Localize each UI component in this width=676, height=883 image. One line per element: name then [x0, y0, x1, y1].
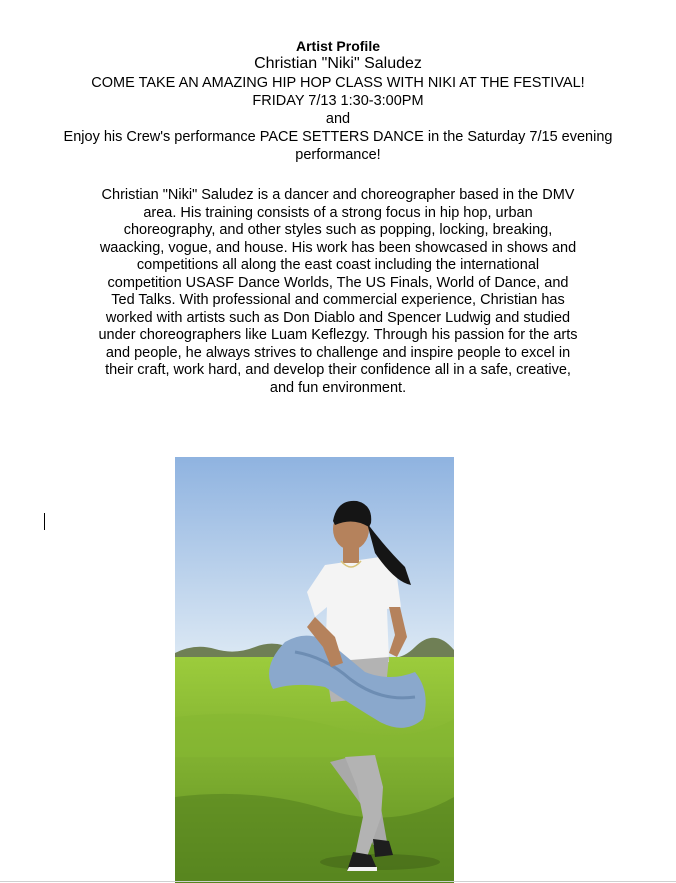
class-time: FRIDAY 7/13 1:30-3:00PM	[252, 93, 424, 109]
connector-text: and	[325, 111, 351, 127]
artist-name: Christian "Niki" Saludez	[254, 55, 422, 72]
performance-note: Enjoy his Crew's performance PACE SETTERS DANCE in the Saturday 7/15 evening performance!	[63, 129, 613, 163]
page-bottom-rule	[0, 881, 676, 882]
class-announcement: COME TAKE AN AMAZING HIP HOP CLASS WITH NIKI AT THE FESTIVAL!	[91, 75, 585, 91]
page-heading: Artist Profile	[295, 38, 380, 54]
text-cursor	[44, 513, 45, 530]
artist-photo	[175, 457, 454, 883]
document-header	[0, 38, 676, 164]
artist-bio: Christian "Niki" Saludez is a dancer and choreographer based in the DMV area. His training consists of a strong focus in hip hop, urban choreography, and other styles such as popping, locking, breaking, waacking, vogue, and house. His work has been showcased in shows and competitions all along the east coast including the international competition USASF Dance Worlds, The US Finals, World of Dance, and Ted Talks. With professional and commercial experience, Christian has worked with artists such as Don Diablo and Spencer Ludwig and studied under choreographers like Luam Keflezgy. Through his passion for the arts and people, he always strives to challenge and inspire people to excel in their craft, work hard, and develop their confidence all in a safe, creative, and fun environment.	[98, 187, 578, 396]
